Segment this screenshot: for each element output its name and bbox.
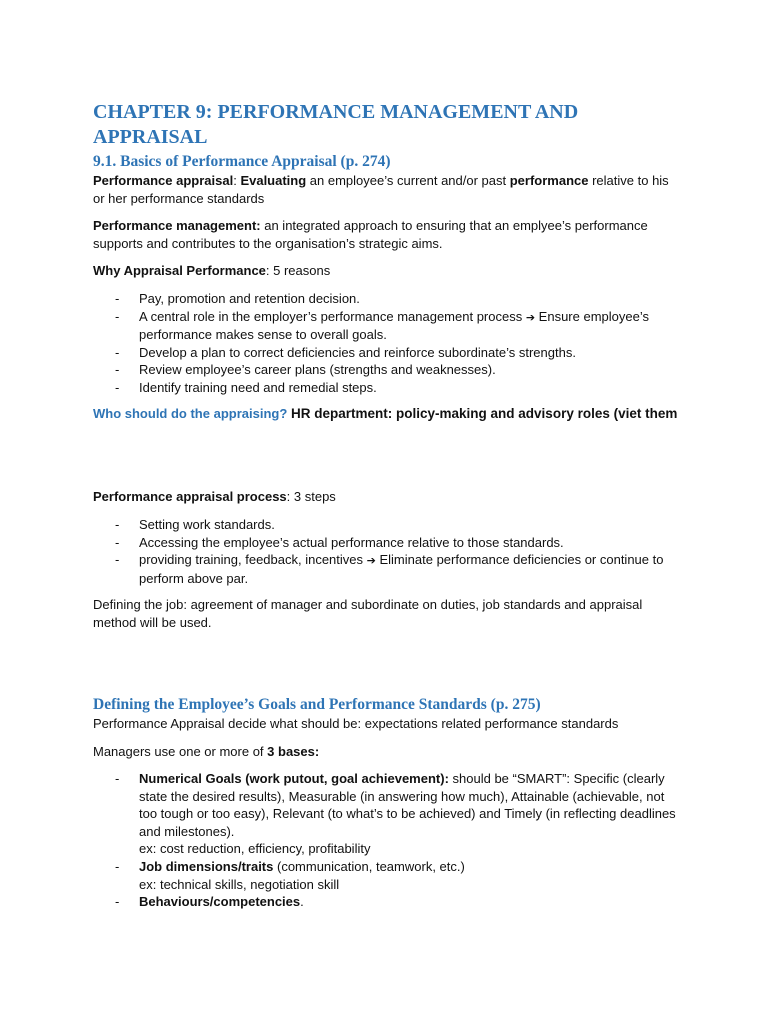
intro-line: Performance Appraisal decide what should be: expectations related performance standards (93, 716, 619, 731)
term: Performance appraisal (93, 173, 234, 188)
definition-performance-management: Performance management: an integrated approach to ensuring that an emplyee’s performance supports and contributes to the organisation’s strategic aims. (93, 218, 648, 251)
list-item: - A central role in the employer’s performance management process ➔ Ensure employee’s performance makes sense to overall goals. (115, 308, 649, 343)
list-item: - providing training, feedback, incentives ➔ Eliminate performance deficiencies or continue to perform above par. (115, 552, 664, 586)
arrow-right-icon: ➔ (525, 310, 536, 324)
section-heading-goals: Defining the Employee’s Goals and Performance Standards (p. 275) (93, 696, 541, 713)
managers-line: Managers use one or more of 3 bases: (93, 744, 320, 759)
arrow-right-icon: ➔ (366, 554, 376, 568)
bases-list (93, 770, 683, 911)
why-appraisal-line: Why Appraisal Performance: 5 reasons (93, 263, 331, 278)
who-should-appraise: Who should do the appraising? HR department: policy-making and advisory roles (viet them (93, 406, 678, 421)
steps-list (93, 516, 683, 587)
term: Performance management: (93, 218, 261, 233)
list-item: - Behaviours/competencies. (115, 894, 304, 910)
reasons-list (93, 290, 683, 397)
list-item: - Setting work standards. (115, 517, 275, 532)
list-item: - Identify training need and remedial steps. (115, 379, 377, 395)
section-heading-basics: 9.1. Basics of Performance Appraisal (p. 274) (93, 153, 391, 170)
question: Who should do the appraising? (93, 406, 288, 421)
list-item: - Pay, promotion and retention decision. (115, 291, 360, 306)
chapter-title: CHAPTER 9: PERFORMANCE MANAGEMENT AND APPRAISAL (93, 101, 579, 148)
definition-performance-appraisal: Performance appraisal: Evaluating an employee’s current and/or past performance relative to his or her performance standards (93, 173, 669, 206)
list-item: - Review employee’s career plans (strengths and weaknesses). (115, 362, 496, 378)
list-item: - Numerical Goals (work putout, goal achievement): should be “SMART”: Specific (clearly state the desired results), Measurable (in answering how much), Attainable (achievable, not too tough or too easy), Relevant (to what’s to be achieved) and Timely (in reflecting deadlines and milestones). ex: cost reduction, efficiency, profitability (115, 771, 676, 857)
list-item: - Develop a plan to correct deficiencies and reinforce subordinate’s strengths. (115, 344, 576, 360)
list-item: - Job dimensions/traits (communication, teamwork, etc.) ex: technical skills, negotiation skill (115, 858, 465, 892)
appraisal-process-line: Performance appraisal process: 3 steps (93, 489, 336, 504)
defining-the-job: Defining the job: agreement of manager and subordinate on duties, job standards and appraisal method will be used. (93, 597, 643, 630)
list-item: - Accessing the employee’s actual performance relative to those standards. (115, 534, 564, 550)
